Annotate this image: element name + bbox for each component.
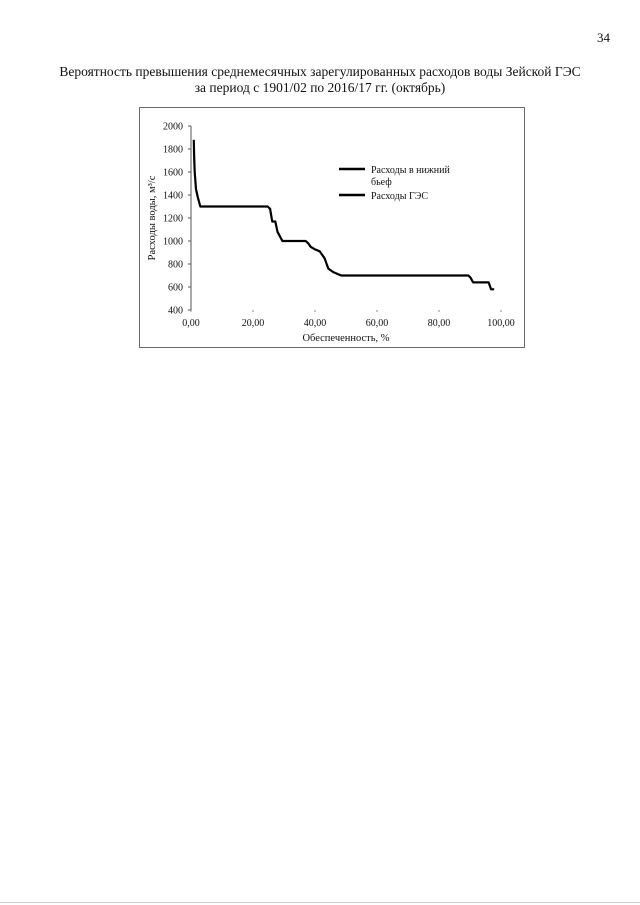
x-tick-label: 40,00	[303, 318, 327, 329]
y-tick-label: 1600	[163, 167, 183, 179]
y-tick-label: 1800	[163, 144, 183, 156]
y-tick-label: 600	[168, 282, 183, 294]
x-tick-label: 0,00	[182, 318, 200, 329]
page-title	[40, 64, 600, 96]
y-axis-title: Расходы воды, м³/с	[147, 175, 158, 261]
y-tick-label: 1000	[163, 236, 183, 248]
y-tick-label: 800	[168, 259, 183, 271]
x-tick-label: 80,00	[427, 318, 451, 329]
series-line-1	[194, 140, 494, 289]
y-tick-label: 2000	[163, 121, 183, 133]
y-tick-label: 1200	[163, 213, 183, 225]
y-tick-label: 1400	[163, 190, 183, 202]
x-tick-label: 100,00	[487, 318, 515, 329]
legend-label-1: Расходы в нижний бьеф	[371, 165, 450, 188]
x-tick-label: 20,00	[241, 318, 265, 329]
exceedance-chart	[139, 107, 525, 348]
legend-label-2: Расходы ГЭС	[371, 191, 428, 202]
page-bottom-edge	[0, 902, 640, 903]
page-number: 34	[597, 30, 610, 45]
page-title-line-1: Вероятность превышения среднемесячных зарегулированных расходов воды Зейской ГЭС	[59, 64, 581, 79]
x-tick-label: 60,00	[365, 318, 389, 329]
x-axis-title: Обеспеченность, %	[302, 333, 390, 344]
page-title-line-2: за период с 1901/02 по 2016/17 гг. (октябрь)	[194, 80, 446, 95]
y-tick-label: 400	[168, 305, 183, 317]
